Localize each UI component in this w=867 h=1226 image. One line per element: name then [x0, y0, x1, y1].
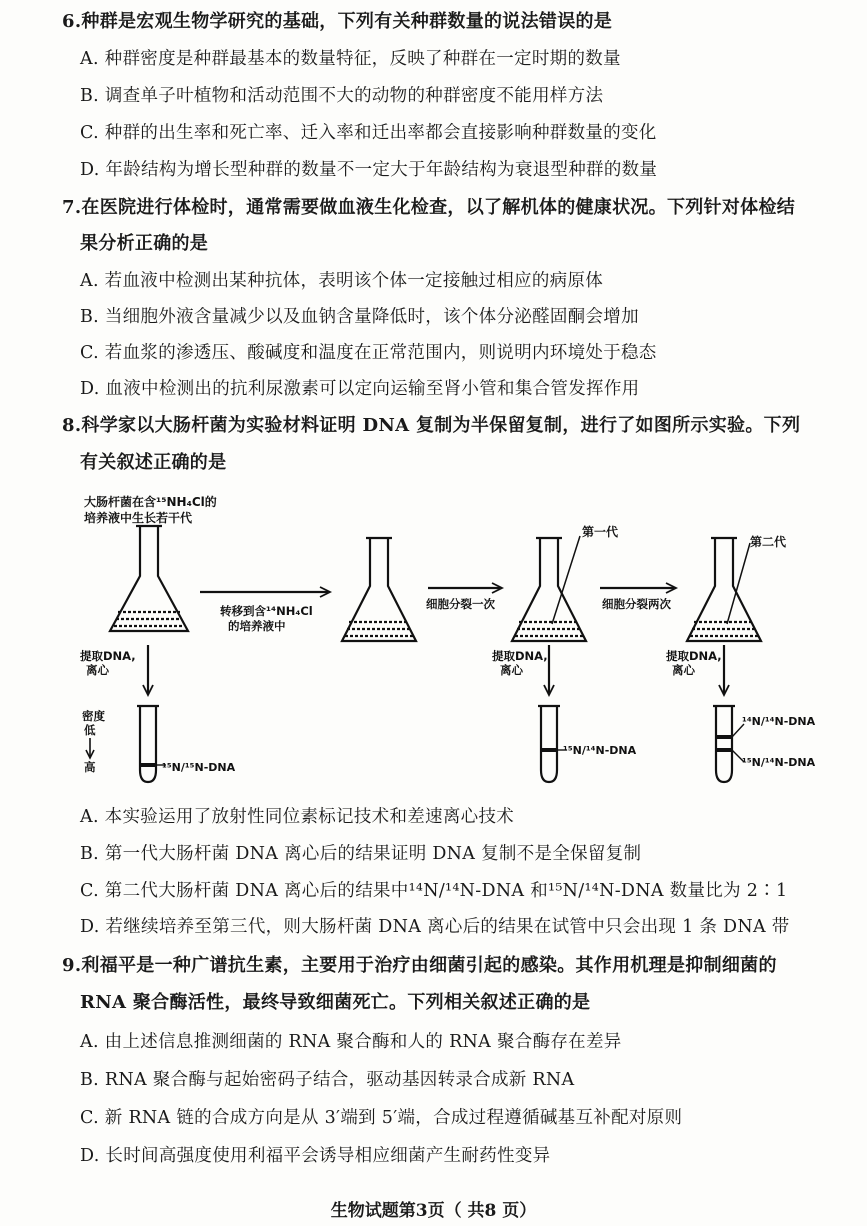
page-footer: 生物试题第3页（ 共8 页） — [330, 1201, 537, 1221]
start-condition-label-2: 培养液中生长若干代 — [84, 511, 193, 525]
generation-1-label: 第一代 — [582, 525, 619, 539]
transfer-label-2: 的培养液中 — [228, 619, 286, 633]
flask-1-icon — [110, 526, 188, 631]
density-arrow-icon — [86, 738, 94, 758]
question-9-stem-line1: 9.利福平是一种广谱抗生素，主要用于治疗由细菌引起的感染。其作用机理是抑制细菌的 — [62, 955, 777, 976]
band-label-15-15: ¹⁵N/¹⁵N-DNA — [162, 761, 236, 774]
q8-option-c: C. 第二代大肠杆菌 DNA 离心后的结果中¹⁴N/¹⁴N-DNA 和¹⁵N/¹⁴N-DNA 数量比为 2∶1 — [80, 881, 788, 901]
extract-label-4b: 离心 — [672, 663, 695, 677]
q7-option-c: C. 若血浆的渗透压、酸碱度和温度在正常范围内，则说明内环境处于稳态 — [80, 343, 657, 363]
generation-2-label: 第二代 — [750, 535, 787, 549]
extract-label-1a: 提取DNA, — [80, 649, 136, 663]
arrow-transfer-icon — [200, 587, 330, 597]
band-label-gen1-15-14: ¹⁵N/¹⁴N-DNA — [563, 744, 637, 757]
question-8-stem-line1: 8.科学家以大肠杆菌为实验材料证明 DNA 复制为半保留复制，进行了如图所示实验。下列 — [62, 415, 801, 436]
q9-option-d: D. 长时间高强度使用利福平会诱导相应细菌产生耐药性变异 — [80, 1146, 551, 1166]
extract-label-4a: 提取DNA, — [666, 649, 722, 663]
q6-option-c: C. 种群的出生率和死亡率、迁入率和迁出率都会直接影响种群数量的变化 — [80, 123, 657, 143]
dna-replication-figure — [60, 488, 830, 788]
density-label-high: 高 — [84, 760, 96, 774]
q7-option-d: D. 血液中检测出的抗利尿激素可以定向运输至肾小管和集合管发挥作用 — [80, 379, 640, 399]
q7-option-a: A. 若血液中检测出某种抗体，表明该个体一定接触过相应的病原体 — [80, 271, 604, 291]
test-tube-4-icon — [713, 706, 744, 782]
arrow-divide-once-icon — [428, 583, 502, 593]
q8-option-b: B. 第一代大肠杆菌 DNA 离心后的结果证明 DNA 复制不是全保留复制 — [80, 844, 642, 864]
extract-label-1b: 离心 — [86, 663, 109, 677]
divide-once-label: 细胞分裂一次 — [426, 597, 495, 611]
arrow-down-1-icon — [143, 645, 153, 695]
extract-label-3a: 提取DNA, — [492, 649, 548, 663]
q9-option-c: C. 新 RNA 链的合成方向是从 3′端到 5′端，合成过程遵循碱基互补配对原则 — [80, 1108, 683, 1128]
question-6-stem: 6.种群是宏观生物学研究的基础，下列有关种群数量的说法错误的是 — [62, 11, 613, 32]
q9-option-a: A. 由上述信息推测细菌的 RNA 聚合酶和人的 RNA 聚合酶存在差异 — [80, 1032, 622, 1052]
flask-4-icon — [687, 538, 761, 641]
question-7-stem-line1: 7.在医院进行体检时，通常需要做血液生化检查，以了解机体的健康状况。下列针对体检结 — [62, 197, 796, 218]
question-7-stem-line2: 果分析正确的是 — [80, 233, 209, 254]
extract-label-3b: 离心 — [500, 663, 523, 677]
q8-option-a: A. 本实验运用了放射性同位素标记技术和差速离心技术 — [80, 807, 515, 827]
question-8-stem-line2: 有关叙述正确的是 — [80, 452, 227, 473]
flask-3-icon — [512, 536, 586, 641]
q9-option-b: B. RNA 聚合酶与起始密码子结合，驱动基因转录合成新 RNA — [80, 1070, 575, 1090]
density-label-low: 低 — [84, 723, 96, 737]
start-condition-label-1: 大肠杆菌在含¹⁵NH₄Cl的 — [84, 495, 217, 509]
q6-option-a: A. 种群密度是种群最基本的数量特征，反映了种群在一定时期的数量 — [80, 49, 621, 69]
q6-option-d: D. 年龄结构为增长型种群的数量不一定大于年龄结构为衰退型种群的数量 — [80, 160, 658, 180]
q8-option-d: D. 若继续培养至第三代，则大肠杆菌 DNA 离心后的结果在试管中只会出现 1 条 DNA 带 — [80, 917, 790, 937]
density-label-1: 密度 — [82, 709, 105, 723]
question-9-stem-line2: RNA 聚合酶活性，最终导致细菌死亡。下列相关叙述正确的是 — [80, 992, 591, 1013]
flask-2-icon — [342, 538, 416, 641]
divide-twice-label: 细胞分裂两次 — [602, 597, 671, 611]
q7-option-b: B. 当细胞外液含量减少以及血钠含量降低时，该个体分泌醛固酮会增加 — [80, 307, 639, 327]
band-label-gen2-14-14: ¹⁴N/¹⁴N-DNA — [742, 715, 816, 728]
arrow-divide-twice-icon — [600, 583, 676, 593]
band-label-gen2-15-14: ¹⁵N/¹⁴N-DNA — [742, 756, 816, 769]
q6-option-b: B. 调查单子叶植物和活动范围不大的动物的种群密度不能用样方法 — [80, 86, 604, 106]
transfer-label-1: 转移到含¹⁴NH₄Cl — [220, 604, 313, 618]
